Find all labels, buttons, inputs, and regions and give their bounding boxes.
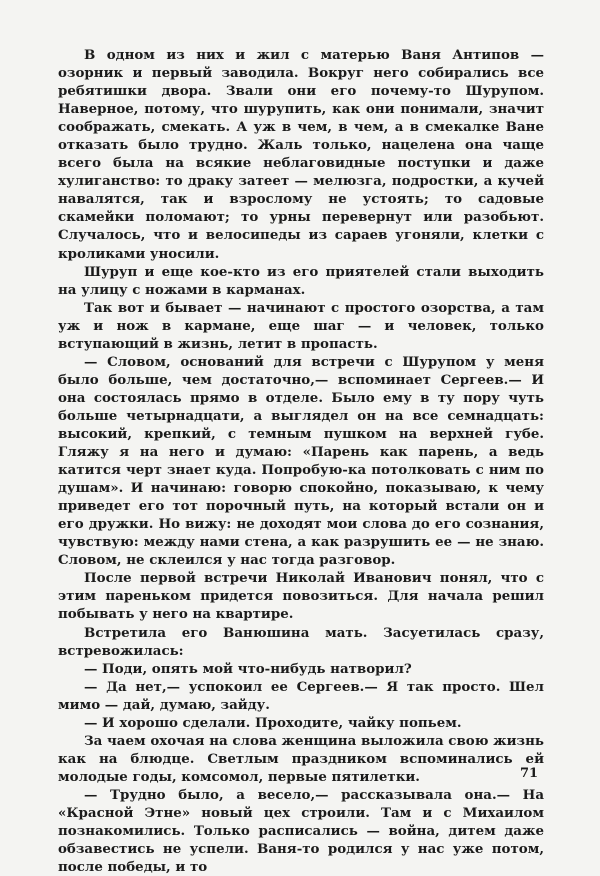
paragraph-8: — Да нет,— успокоил ее Сергеев.— Я так просто. Шел мимо — дай, думаю, зайду. — [58, 678, 544, 713]
paragraph-6: Встретила его Ванюшина мать. Засуетилась сразу, встревожилась: — [58, 624, 544, 659]
paragraph-10: За чаем охочая на слова женщина выложила свою жизнь как на блюдце. Светлым праздником вспоминались ей молодые годы, комсомол, первые пятилетки. — [58, 732, 544, 785]
paragraph-9: — И хорошо сделали. Проходите, чайку попьем. — [84, 714, 462, 731]
paragraph-4: — Словом, оснований для встречи с Шурупом у меня было больше, чем достаточно,— вспоминает Сергеев.— И она состоялась прямо в отделе. Было ему в ту пору чуть больше четырнадцати, а выглядел он на все семнадцать: высокий, крепкий, с темным пушком на верхней губе. Гляжу я на него и думаю: «Парень как парень, а ведь катится черт знает куда. Попробую-ка потолковать с ним по душам». И начинаю: говорю спокойно, показываю, к чему приведет его тот порочный путь, на который встали он и его дружки. Но вижу: не доходят мои слова до его сознания, чувствую: между нами стена, а как разрушить ее — не знаю. Словом, не склеился у нас тогда разговор. — [58, 353, 544, 569]
body-text — [58, 46, 544, 876]
paragraph-5: После первой встречи Николай Иванович понял, что с этим пареньком придется повозиться. Для начала решил побывать у него на квартире. — [58, 570, 544, 623]
paragraph-3: Так вот и бывает — начинают с простого озорства, а там уж и нож в кармане, еще шаг — и человек, только вступающий в жизнь, летит в пропасть. — [58, 299, 544, 352]
paragraph-11: — Трудно было, а весело,— рассказывала она.— На «Красной Этне» новый цех строили. Там и с Михаилом познакомились. Только расписались — война, дитем даже обзавестись не успели. Ваня-то родился у нас уже потом, после победы, и то — [58, 786, 544, 876]
page-number: 71 — [520, 766, 539, 781]
paragraph-2: Шуруп и еще кое-кто из его приятелей стали выходить на улицу с ножами в карманах. — [58, 263, 544, 298]
paragraph-7: — Поди, опять мой что-нибудь натворил? — [84, 660, 412, 677]
paragraph-1: В одном из них и жил с матерью Ваня Антипов — озорник и первый заводила. Вокруг него собирались все ребятишки двора. Звали они его почему-то Шурупом. Наверное, потому, что шурупить, как они понимали, значит соображать, смекать. А уж в чем, в чем, а в смекалке Ване отказать было трудно. Жаль только, нацелена она чаще всего была на всякие неблаговидные поступки и даже хулиганство: то драку затеет — мелюзга, подростки, а кучей навалятся, так и взрослому не устоять; то садовые скамейки поломают; то урны перевернут или разобьют. Случалось, что и велосипеды из сараев угоняли, клетки с кроликами уносили. — [58, 47, 544, 262]
